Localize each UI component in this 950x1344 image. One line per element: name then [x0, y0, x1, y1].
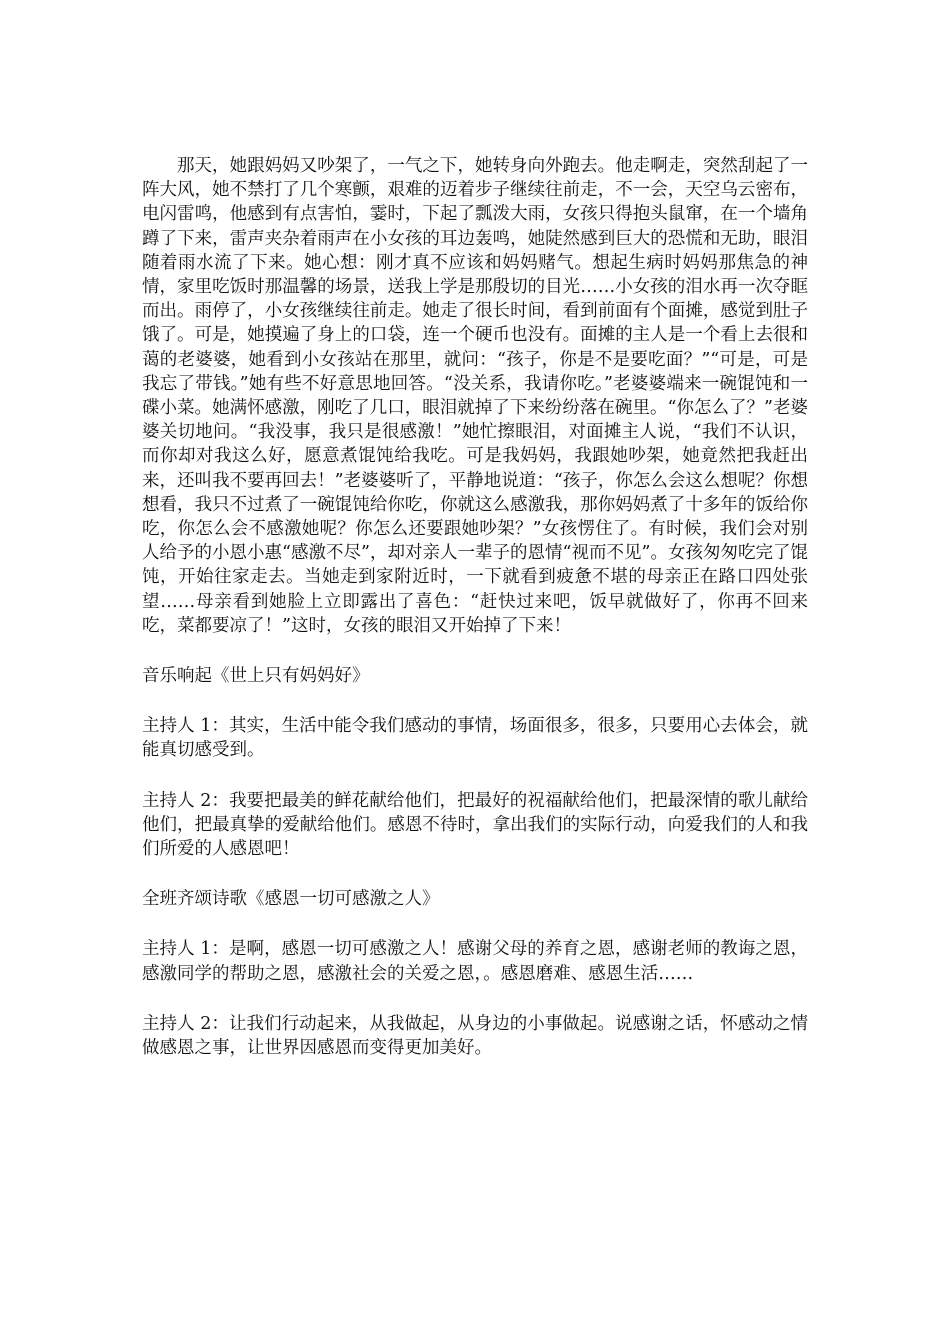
host2-paragraph-b: 主持人 2：让我们行动起来，从我做起，从身边的小事做起。说感谢之话，怀感动之情做感恩之事，让世界因感恩而变得更加美好。: [142, 1013, 808, 1059]
paragraph-gap: [142, 638, 808, 664]
poem-cue-paragraph: 全班齐颂诗歌《感恩一切可感激之人》: [142, 889, 440, 910]
paragraph-gap: [142, 688, 808, 714]
host2-paragraph-a: 主持人 2：我要把最美的鲜花献给他们，把最好的祝福献给他们，把最深情的歌儿献给他们，把最真挚的爱献给他们。感恩不待时，拿出我们的实际行动，向爱我们的人和我们所爱的人感恩吧！: [142, 790, 808, 860]
paragraph-gap: [142, 763, 808, 789]
paragraph-gap: [142, 911, 808, 937]
paragraph-gap: [142, 986, 808, 1012]
story-paragraph: 那天，她跟妈妈又吵架了，一气之下，她转身向外跑去。他走啊走，突然刮起了一阵大风，她不禁打了几个寒颤，艰难的迈着步子继续往前走，不一会，天空乌云密布，电闪雷鸣，他感到有点害怕，霎时，下起了瓢泼大雨，女孩只得抱头鼠窜，在一个墙角蹲了下来，雷声夹杂着雨声在小女孩的耳边轰鸣，她陡然感到巨大的恐慌和无助，眼泪随着雨水流了下来。她心想：刚才真不应该和妈妈赌气。想起生病时妈妈那焦急的神情，家里吃饭时那温馨的场景，送我上学是那殷切的目光……小女孩的泪水再一次夺眶而出。雨停了，小女孩继续往前走。她走了很长时间，看到前面有个面摊，感觉到肚子饿了。可是，她摸遍了身上的口袋，连一个硬币也没有。面摊的主人是一个看上去很和蔼的老婆婆，她看到小女孩站在那里，就问：“孩子，你是不是要吃面？”“可是，可是我忘了带钱。”她有些不好意思地回答。“没关系，我请你吃。”老婆婆端来一碗馄饨和一碟小菜。她满怀感激，刚吃了几口，眼泪就掉了下来纷纷落在碗里。“你怎么了？”老婆婆关切地问。“我没事，我只是很感激！”她忙擦眼泪，对面摊主人说，“我们不认识，而你却对我这么好，愿意煮馄饨给我吃。可是我妈妈，我跟她吵架，她竟然把我赶出来，还叫我不要再回去！”老婆婆听了，平静地说道：“孩子，你怎么会这么想呢？你想想看，我只不过煮了一碗馄饨给你吃，你就这么感激我，那你妈妈煮了十多年的饭给你吃，你怎么会不感激她呢？你怎么还要跟她吵架？”女孩愣住了。有时候，我们会对别人给予的小恩小惠“感激不尽”，却对亲人一辈子的恩情“视而不见”。女孩匆匆吃完了馄饨，开始往家走去。当她走到家附近时，一下就看到疲惫不堪的母亲正在路口四处张望……母亲看到她脸上立即露出了喜色：“赶快过来吧，饭早就做好了，你再不回来吃，菜都要凉了！”这时，女孩的眼泪又开始掉了下来！: [142, 156, 808, 636]
document-body: [142, 154, 808, 1060]
host1-paragraph-b: 主持人 1：是啊，感恩一切可感激之人！感谢父母的养育之恩，感谢老师的教诲之恩，感激同学的帮助之恩，感激社会的关爱之恩，。感恩磨难、感恩生活……: [142, 939, 808, 984]
paragraph-gap: [142, 861, 808, 887]
host1-paragraph-a: 主持人 1：其实，生活中能令我们感动的事情，场面很多，很多，只要用心去体会，就能真切感受到。: [142, 716, 808, 761]
music-cue-paragraph: 音乐响起《世上只有妈妈好》: [142, 666, 370, 687]
